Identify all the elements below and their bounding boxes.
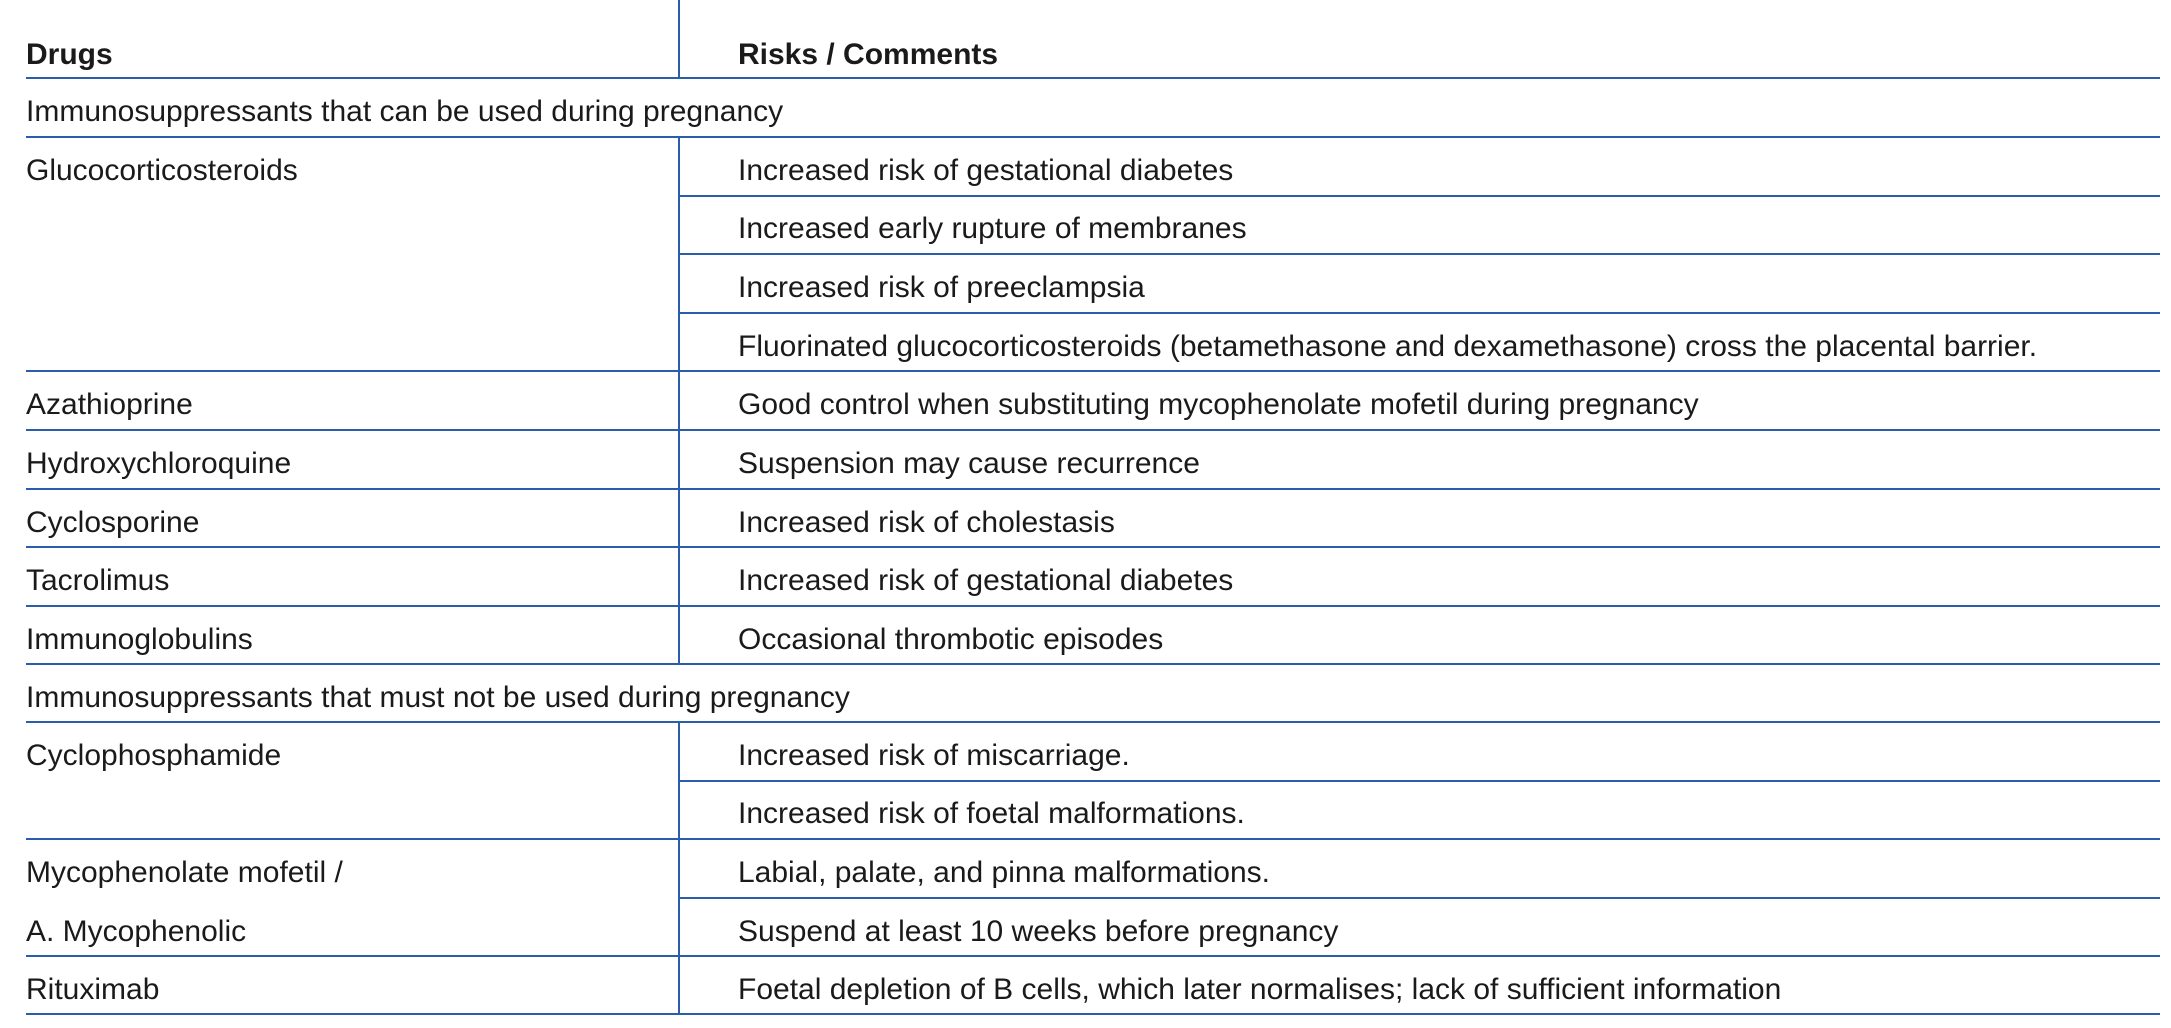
- drug-risk-table: [26, 0, 2160, 1028]
- row-rule: [678, 253, 2160, 255]
- risk-cell: Fluorinated glucocorticosteroids (betamethasone and dexamethasone) cross the placental barrier.: [738, 330, 2038, 363]
- table-row: [26, 784, 2160, 843]
- table-row: [26, 375, 2160, 434]
- drug-cell: Tacrolimus: [26, 564, 170, 597]
- risk-cell: Suspension may cause recurrence: [738, 447, 1200, 480]
- drug-cell: Rituximab: [26, 973, 160, 1006]
- row-rule: [26, 546, 2160, 548]
- risk-cell: Increased risk of foetal malformations.: [738, 797, 1245, 830]
- header-rule: [26, 77, 2160, 79]
- risk-cell: Increased early rupture of membranes: [738, 212, 1247, 245]
- row-rule: [26, 663, 2160, 665]
- risk-cell: Occasional thrombotic episodes: [738, 623, 1164, 656]
- table-row: [26, 843, 2160, 902]
- row-rule: [26, 429, 2160, 431]
- table-row: [26, 199, 2160, 258]
- row-rule: [26, 721, 2160, 723]
- section-title-row: [26, 668, 2160, 727]
- row-rule: [678, 780, 2160, 782]
- drug-cell: Mycophenolate mofetil /: [26, 856, 343, 889]
- row-rule: [26, 955, 2160, 957]
- table-row: [26, 317, 2160, 376]
- section-title: Immunosuppressants that can be used during pregnancy: [26, 95, 784, 128]
- row-rule: [26, 370, 2160, 372]
- table-row: [26, 493, 2160, 552]
- table-row: [26, 551, 2160, 610]
- drug-cell: A. Mycophenolic: [26, 915, 247, 948]
- header-risks-comments: Risks / Comments: [738, 38, 999, 71]
- table-row: [26, 902, 2160, 961]
- row-rule: [26, 838, 2160, 840]
- drug-cell: Hydroxychloroquine: [26, 447, 292, 480]
- table-row: [26, 610, 2160, 669]
- risk-cell: Increased risk of gestational diabetes: [738, 154, 1234, 187]
- table-row: [26, 726, 2160, 785]
- table-header-row: [26, 25, 2160, 84]
- row-rule: [678, 195, 2160, 197]
- row-rule: [26, 605, 2160, 607]
- risk-cell: Suspend at least 10 weeks before pregnancy: [738, 915, 1339, 948]
- section-title-row: [26, 82, 2160, 141]
- drug-cell: Cyclophosphamide: [26, 739, 282, 772]
- row-rule: [26, 488, 2160, 490]
- row-rule: [678, 897, 2160, 899]
- section-title: Immunosuppressants that must not be used during pregnancy: [26, 681, 850, 714]
- row-rule: [26, 136, 2160, 138]
- table-row: [26, 960, 2160, 1019]
- table-row: [26, 434, 2160, 493]
- drug-cell: Immunoglobulins: [26, 623, 253, 656]
- risk-cell: Labial, palate, and pinna malformations.: [738, 856, 1271, 889]
- row-rule: [678, 312, 2160, 314]
- risk-cell: Increased risk of miscarriage.: [738, 739, 1130, 772]
- drug-cell: Glucocorticosteroids: [26, 154, 298, 187]
- header-drugs: Drugs: [26, 38, 113, 71]
- drug-cell: Cyclosporine: [26, 506, 200, 539]
- risk-cell: Increased risk of preeclampsia: [738, 271, 1145, 304]
- risk-cell: Good control when substituting mycophenolate mofetil during pregnancy: [738, 388, 1699, 421]
- risk-cell: Increased risk of cholestasis: [738, 506, 1115, 539]
- drug-cell: Azathioprine: [26, 388, 193, 421]
- risk-cell: Increased risk of gestational diabetes: [738, 564, 1234, 597]
- table-row: [26, 141, 2160, 200]
- risk-cell: Foetal depletion of B cells, which later normalises; lack of sufficient information: [738, 973, 1782, 1006]
- row-rule: [26, 1013, 2160, 1015]
- table-row: [26, 258, 2160, 317]
